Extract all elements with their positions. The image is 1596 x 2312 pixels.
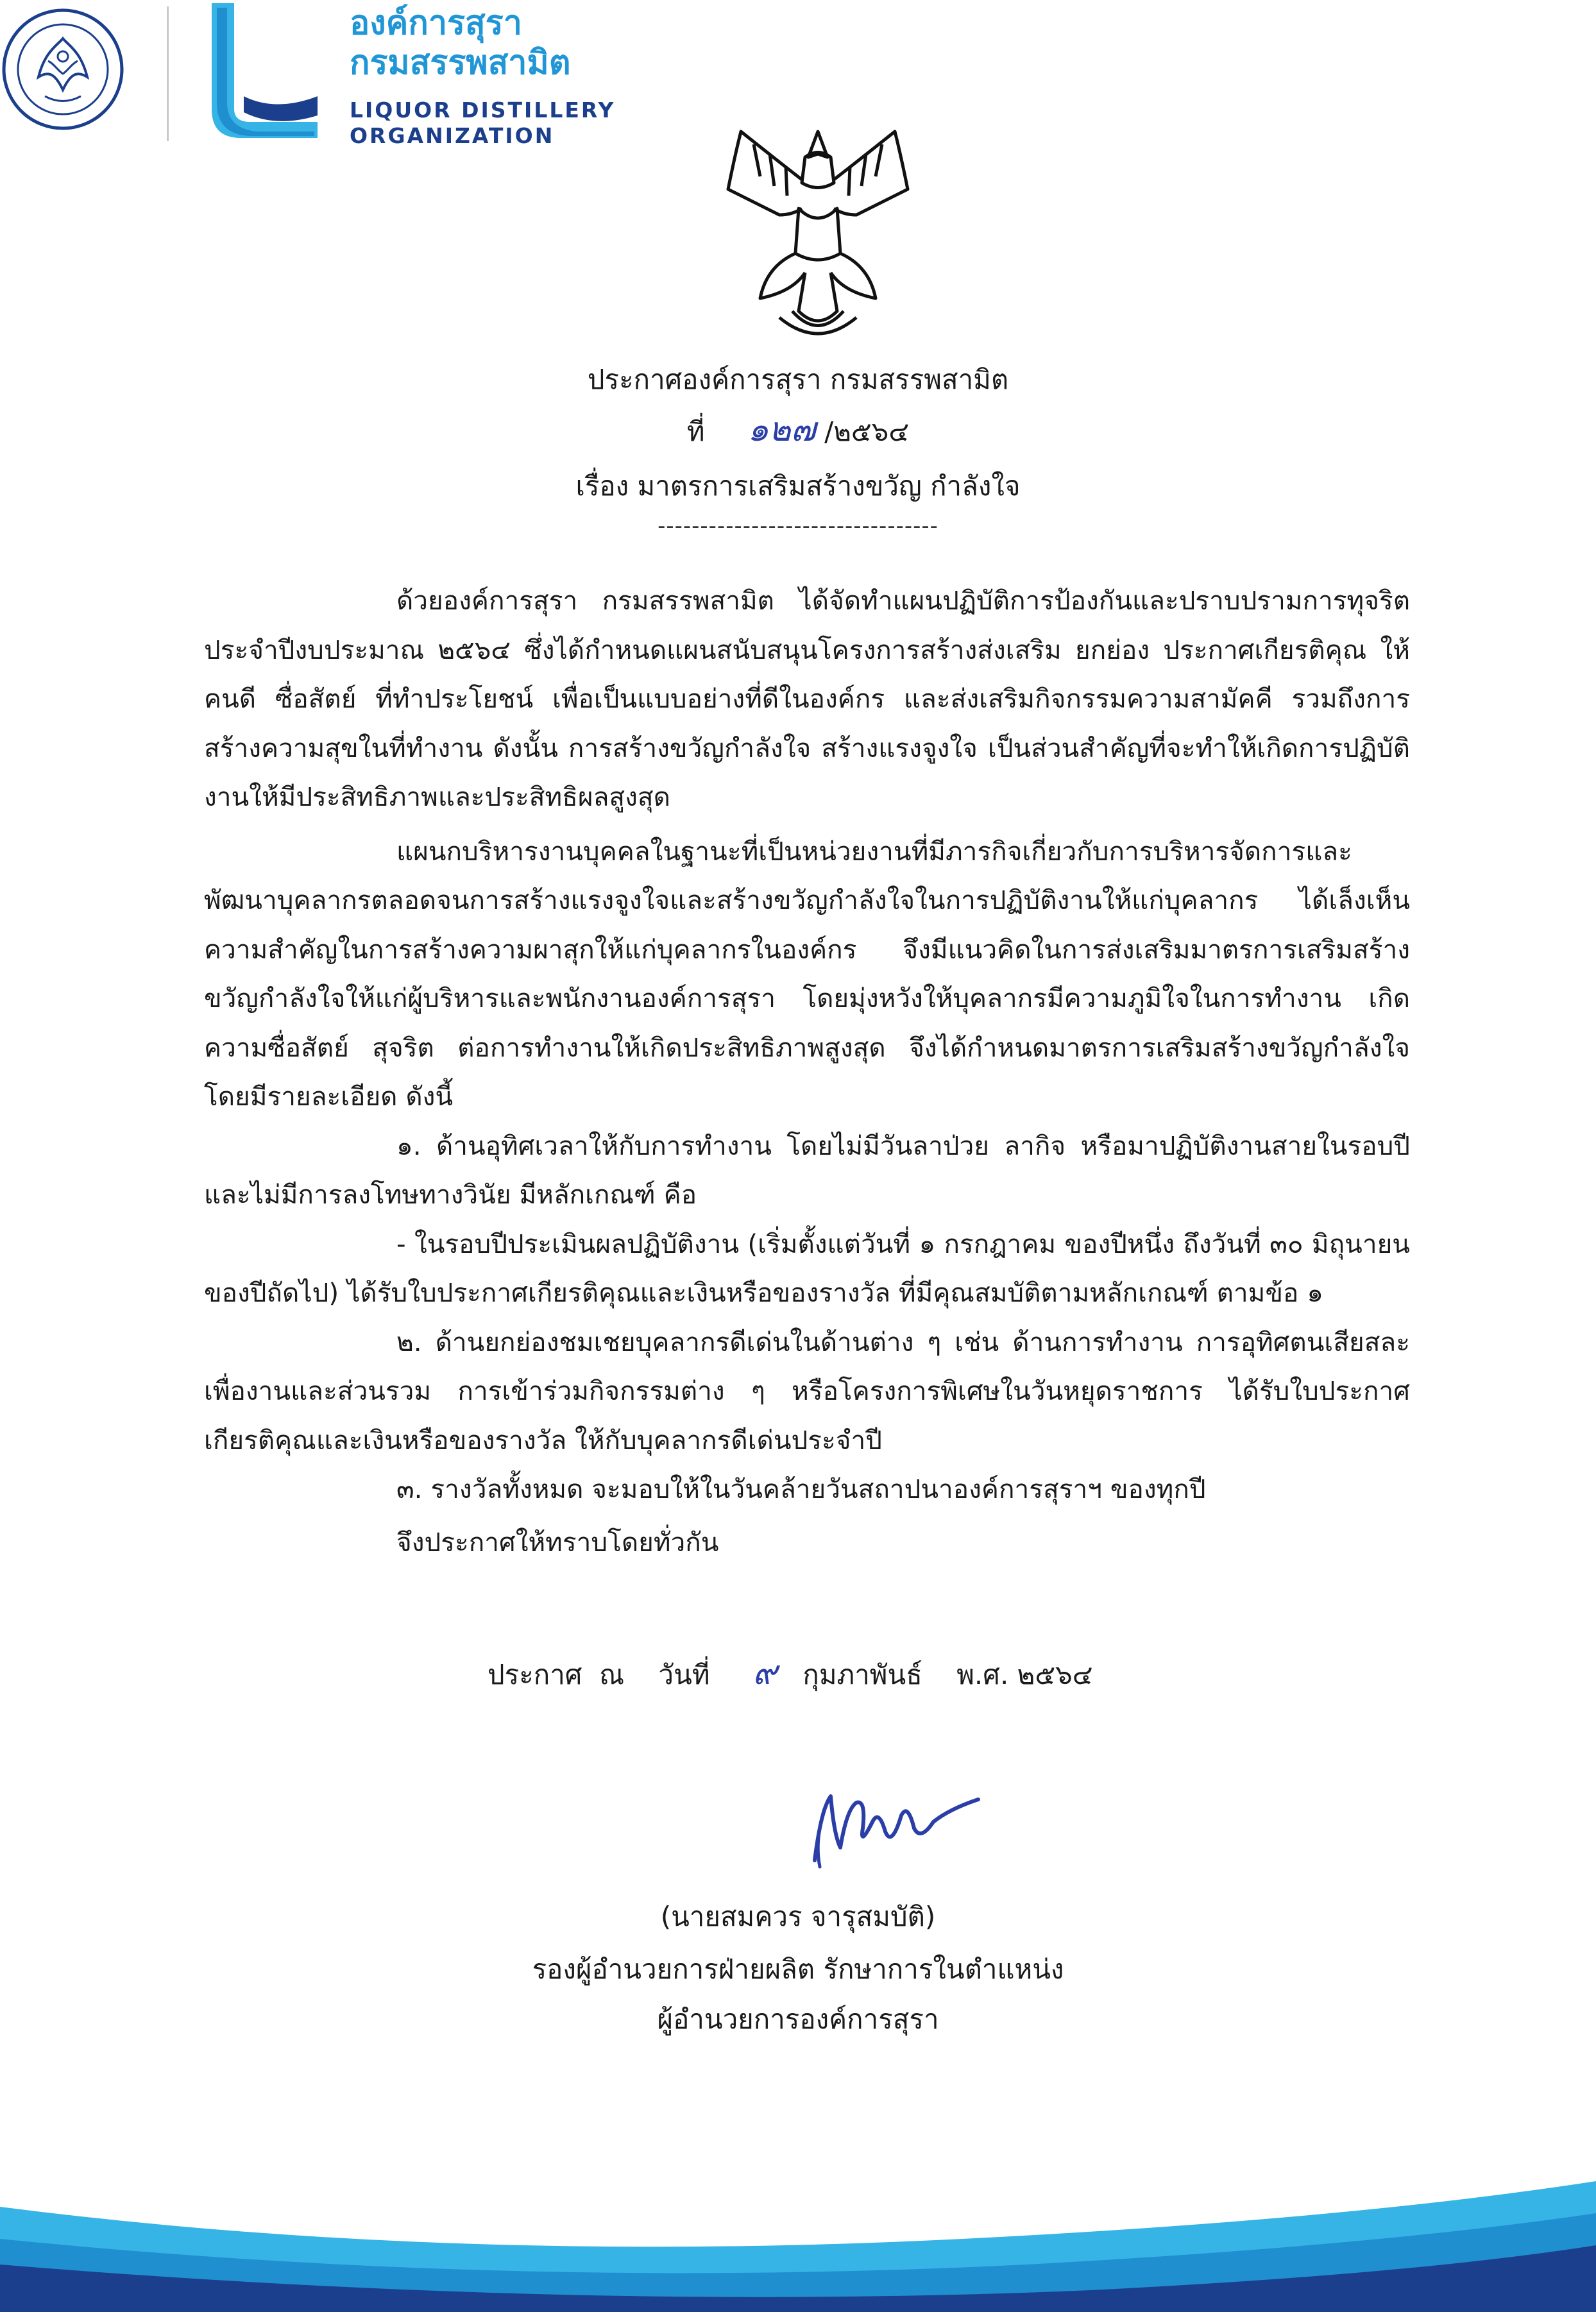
signatory-position-line2: ผู้อำนวยการองค์การสุรา (657, 2003, 939, 2035)
closing-statement: จึงประกาศให้ทราบโดยทั่วกัน (396, 1526, 719, 1558)
document-number-prefix: ที่ (686, 416, 705, 447)
document-number-handwritten: ๑๒๗ (747, 411, 816, 449)
org-name-english-line1: LIQUOR DISTILLERY (350, 98, 616, 123)
org-name-english-line2: ORGANIZATION (350, 123, 555, 148)
footer-wave-decoration (0, 2168, 1596, 2312)
announcement-title: ประกาศองค์การสุรา กรมสรรพสามิต (587, 364, 1009, 395)
measure-item-3: ๓. รางวัลทั้งหมด จะมอบให้ในวันคล้ายวันสถาปนาองค์การสุราฯ ของทุกปี (396, 1474, 1206, 1504)
announcement-subject: เรื่อง มาตรการเสริมสร้างขวัญ กำลังใจ (575, 470, 1021, 502)
date-prefix: ประกาศ ณ วันที่ (488, 1659, 710, 1690)
date-day-handwritten: ๙ (752, 1654, 777, 1692)
body-paragraph-2: แผนกบริหารงานบุคคลในฐานะที่เป็นหน่วยงานที่มีภารกิจเกี่ยวกับการบริหารจัดการและพัฒนาบุคลากรตลอดจนการสร้างแรงจูงใจและสร้างขวัญกำลังใจในการปฏิบัติงานให้แก่บุคลากร ได้เล็งเห็นความสำคัญในการสร้างความผาสุกให้แก่บุคลากรในองค์กร จึงมีแนวคิดในการส่งเสริมมาตรการเสริมสร้างขวัญกำลังใจให้แก่ผู้บริหารและพนักงานองค์การสุรา โดยมุ่งหวังให้บุคลากรมีความภูมิใจในการทำงาน เกิดความซื่อสัตย์ สุจริต ต่อการทำงานให้เกิดประสิทธิภาพสูงสุด จึงได้กำหนดมาตรการเสริมสร้างขวัญกำลังใจ โดยมีรายละเอียด ดังนี้ (204, 835, 1410, 1112)
date-month: กุมภาพันธ์ (802, 1659, 922, 1690)
measure-item-1: ๑. ด้านอุทิศเวลาให้กับการทำงาน โดยไม่มีวันลาป่วย ลากิจ หรือมาปฏิบัติงานสายในรอบปี และไม่มีการลงโทษทางวินัย มีหลักเกณฑ์ คือ (204, 1130, 1410, 1210)
header-divider (167, 6, 169, 141)
liquor-distillery-l-logo (205, 0, 321, 148)
garuda-emblem (715, 119, 921, 346)
measure-item-2: ๒. ด้านยกย่องชมเชยบุคลากรดีเด่นในด้านต่าง ๆ เช่น ด้านการทำงาน การอุทิศตนเสียสละเพื่องานและส่วนรวม การเข้าร่วมกิจกรรมต่าง ๆ หรือโครงการพิเศษในวันหยุดราชการ ได้รับใบประกาศเกียรติคุณและเงินหรือของรางวัล ให้กับบุคลากรดีเด่นประจำปี (204, 1326, 1410, 1456)
signatory-position-line1: รองผู้อำนวยการฝ่ายผลิต รักษาการในตำแหน่ง (532, 1953, 1064, 1985)
announcement-date (488, 1654, 1093, 1694)
document-number (0, 411, 1596, 451)
document-number-suffix: /๒๕๖๔ (824, 416, 910, 447)
handwritten-signature (795, 1771, 988, 1880)
body-paragraph-1: ด้วยองค์การสุรา กรมสรรพสามิต ได้จัดทำแผนปฏิบัติการป้องกันและปราบปรามการทุจริต ประจำปีงบประมาณ ๒๕๖๔ ซึ่งได้กำหนดแผนสนับสนุนโครงการสร้างส่งเสริม ยกย่อง ประกาศเกียรติคุณ ให้คนดี ซื่อสัตย์ ที่ทำประโยชน์ เพื่อเป็นแบบอย่างที่ดีในองค์กร และส่งเสริมกิจกรรมความสามัคคี รวมถึงการสร้างความสุขในที่ทำงาน ดังนั้น การสร้างขวัญกำลังใจ สร้างแรงจูงใจ เป็นส่วนสำคัญที่จะทำให้เกิดการปฏิบัติงานให้มีประสิทธิภาพและประสิทธิผลสูงสุด (204, 585, 1410, 812)
announcement-body (204, 576, 1410, 1567)
org-name-thai-line2: กรมสรรพสามิต (350, 44, 571, 82)
signatory-name: (นายสมควร จารุสมบัติ) (660, 1901, 936, 1932)
excise-department-seal-logo (0, 0, 128, 141)
org-name-thai-line1: องค์การสุรา (350, 4, 522, 42)
date-year: พ.ศ. ๒๕๖๔ (956, 1659, 1093, 1690)
measure-item-1-detail: - ในรอบปีประเมินผลปฏิบัติงาน (เริ่มตั้งแต่วันที่ ๑ กรกฎาคม ของปีหนึ่ง ถึงวันที่ ๓๐ มิถุนายนของปีถัดไป) ได้รับใบประกาศเกียรติคุณและเงินหรือของรางวัล ที่มีคุณสมบัติตามหลักเกณฑ์ ตามข้อ ๑ (204, 1228, 1410, 1308)
subject-separator: --------------------------------- (658, 513, 938, 539)
